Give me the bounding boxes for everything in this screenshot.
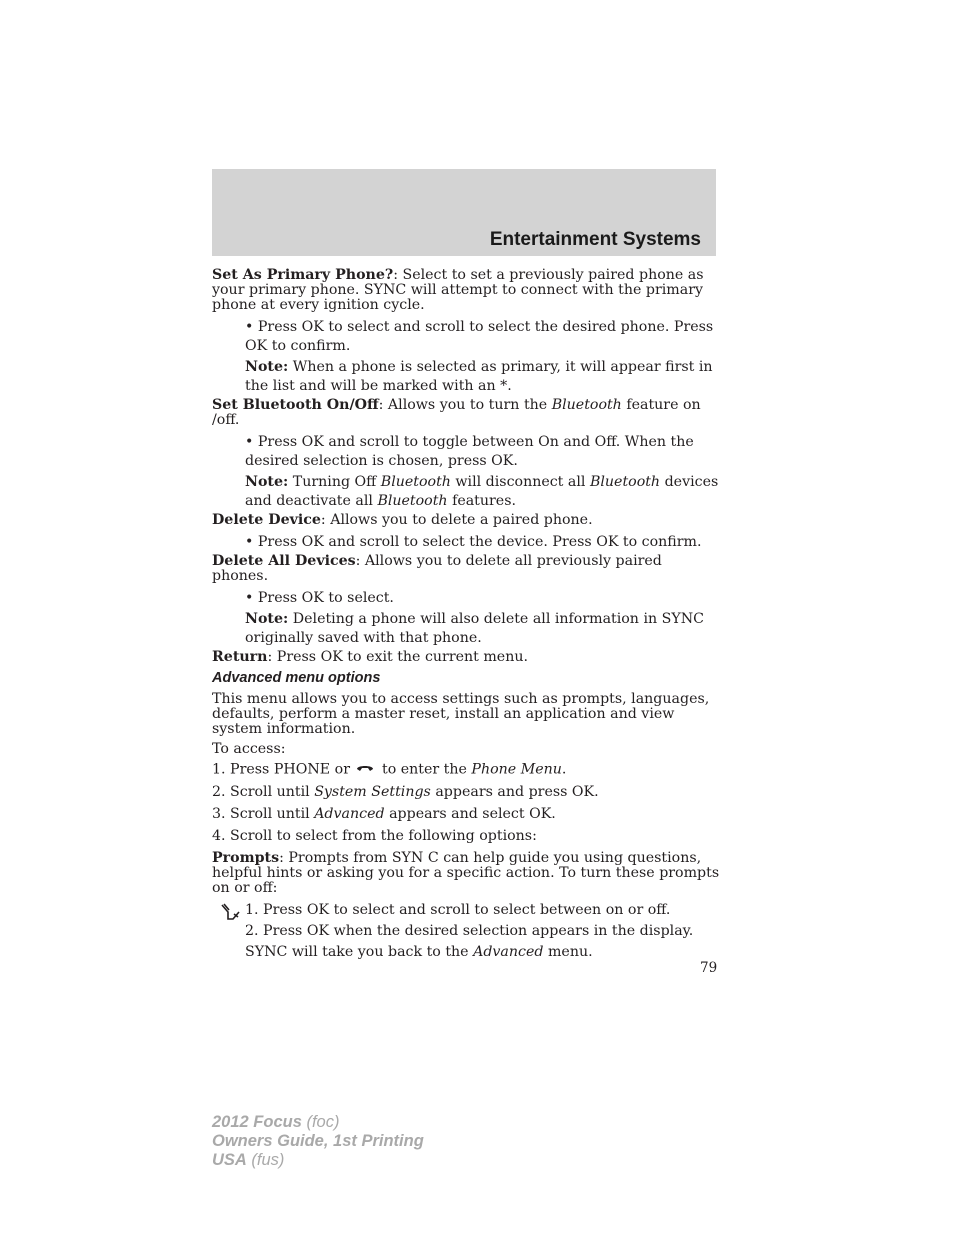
- prompts-step-3: SYNC will take you back to the Advanced menu.: [245, 943, 593, 960]
- step-4: 4. Scroll to select from the following options:: [212, 827, 537, 844]
- section-title: Entertainment Systems: [489, 229, 701, 250]
- delete-all-paragraph: Delete All Devices: Allows you to delete all previously paired phones.: [212, 553, 662, 584]
- delete-device-term: Delete Device: [212, 512, 321, 528]
- step-1: 1. Press PHONE or to enter the Phone Menu.: [212, 761, 567, 778]
- footer-line-1: 2012 Focus (foc): [212, 1113, 340, 1131]
- advanced-heading: Advanced menu options: [212, 670, 381, 686]
- phone-icon: [356, 762, 374, 777]
- set-bluetooth-paragraph: Set Bluetooth On/Off: Allows you to turn the Bluetooth feature on /off.: [212, 397, 701, 428]
- set-primary-term: Set As Primary Phone?: [212, 267, 394, 283]
- delete-all-term: Delete All Devices: [212, 553, 356, 569]
- prompts-term: Prompts: [212, 849, 280, 866]
- prompts-step-1: 1. Press OK to select and scroll to select between on or off.: [245, 901, 722, 920]
- to-access: To access:: [212, 741, 286, 757]
- step-2: 2. Scroll until System Settings appears and press OK.: [212, 783, 599, 800]
- set-bluetooth-term: Set Bluetooth On/Off: [212, 397, 379, 413]
- return-term: Return: [212, 649, 268, 665]
- page-number: 79: [700, 960, 718, 976]
- prompts-step-2: 2. Press OK when the desired selection appears in the display.: [245, 922, 694, 939]
- set-primary-note: Note: When a phone is selected as primary, it will appear first in the list and will be marked with an *.: [245, 359, 713, 394]
- step-3: 3. Scroll until Advanced appears and select OK.: [212, 805, 556, 822]
- page-content: [212, 268, 722, 964]
- return-paragraph: Return: Press OK to exit the current menu.: [212, 649, 528, 665]
- footer: [212, 1113, 424, 1170]
- delete-device-bullet: • Press OK and scroll to select the device. Press OK to confirm.: [245, 534, 702, 550]
- set-bluetooth-bullet: • Press OK and scroll to toggle between On and Off. When the desired selection is chosen, press OK.: [245, 434, 694, 469]
- delete-all-bullet: • Press OK to select.: [245, 590, 394, 606]
- delete-device-paragraph: Delete Device: Allows you to delete a paired phone.: [212, 512, 593, 528]
- set-bluetooth-note: Note: Turning Off Bluetooth will disconnect all Bluetooth devices and deactivate all Bluetooth features.: [245, 474, 719, 509]
- voice-command-icon: [219, 903, 241, 927]
- section-header: [212, 169, 716, 256]
- footer-line-3: USA (fus): [212, 1151, 285, 1169]
- delete-all-note: Note: Deleting a phone will also delete all information in SYNC originally saved with that phone.: [245, 611, 704, 646]
- footer-line-2: Owners Guide, 1st Printing: [212, 1132, 424, 1150]
- set-primary-paragraph: Set As Primary Phone?: Select to set a previously paired phone as your primary phone. SYNC will attempt to connect with the primary phone at every ignition cycle.: [212, 267, 704, 313]
- advanced-intro: This menu allows you to access settings such as prompts, languages, defaults, perform a master reset, install an application and view system information.: [212, 691, 710, 737]
- set-primary-bullet: • Press OK to select and scroll to select the desired phone. Press OK to confirm.: [245, 319, 714, 354]
- prompts-paragraph: Prompts: Prompts from SYN C can help guide you using questions, helpful hints or asking you for a specific action. To turn these prompts on or off:: [212, 849, 720, 896]
